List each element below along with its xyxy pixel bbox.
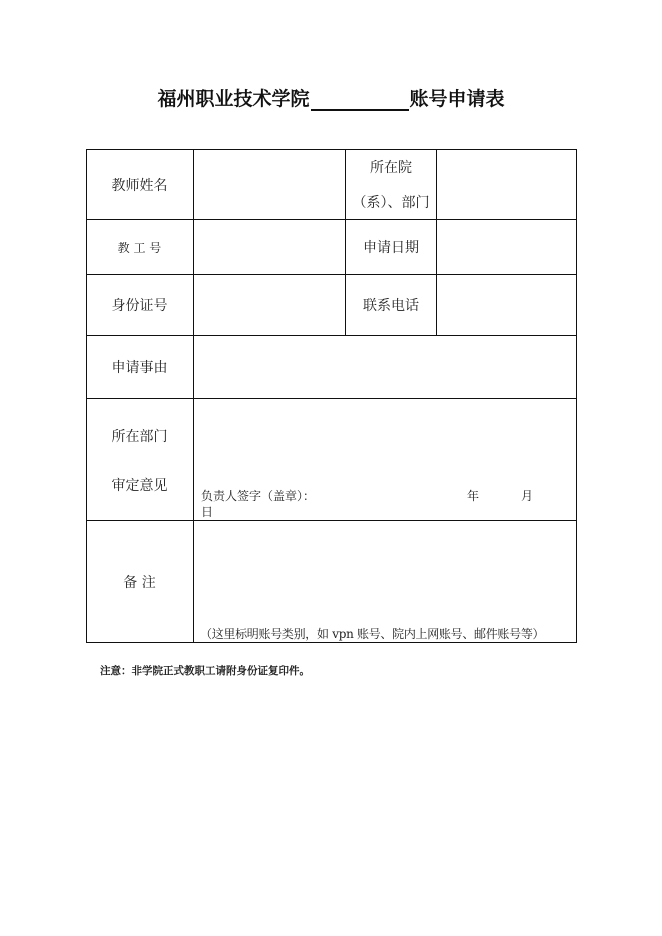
label-phone: 联系电话 bbox=[363, 298, 419, 314]
label-reason: 申请事由 bbox=[111, 360, 168, 376]
label-review-line2: 审定意见 bbox=[111, 478, 168, 494]
label-department-line2: （系）、部门 bbox=[352, 194, 430, 211]
note-text: 注意：非学院正式教职工请附身份证复印件。 bbox=[100, 665, 310, 677]
id-number-field[interactable] bbox=[194, 275, 345, 335]
apply-date-field[interactable] bbox=[437, 220, 576, 274]
day-label: 日 bbox=[201, 505, 214, 519]
label-teacher-name: 教师姓名 bbox=[111, 177, 168, 194]
staff-id-field[interactable] bbox=[194, 220, 345, 274]
title-blank-line bbox=[311, 91, 409, 111]
label-id-number: 身份证号 bbox=[111, 298, 168, 314]
phone-field[interactable] bbox=[437, 275, 576, 335]
label-department-line1: 所在院 bbox=[370, 160, 412, 177]
teacher-name-field[interactable] bbox=[194, 150, 345, 219]
page-title bbox=[0, 84, 662, 111]
label-remarks: 备 注 bbox=[123, 574, 156, 591]
year-label: 年 bbox=[467, 489, 480, 503]
title-suffix: 账号申请表 bbox=[409, 88, 505, 110]
table-border bbox=[86, 642, 577, 643]
month-label: 月 bbox=[521, 489, 534, 503]
table-border bbox=[576, 149, 577, 642]
reason-field[interactable] bbox=[194, 336, 576, 398]
label-apply-date: 申请日期 bbox=[363, 240, 419, 256]
remarks-field[interactable] bbox=[194, 521, 576, 642]
label-staff-id: 教 工 号 bbox=[117, 240, 162, 255]
department-field[interactable] bbox=[437, 150, 576, 219]
label-department bbox=[346, 150, 436, 219]
remarks-hint: （这里标明账号类别，如 vpn 账号、院内上网账号、邮件账号等） bbox=[200, 627, 545, 641]
signature-label: 负责人签字（盖章）： bbox=[201, 489, 316, 503]
label-review-line1: 所在部门 bbox=[111, 429, 168, 445]
title-prefix: 福州职业技术学院 bbox=[157, 88, 310, 110]
